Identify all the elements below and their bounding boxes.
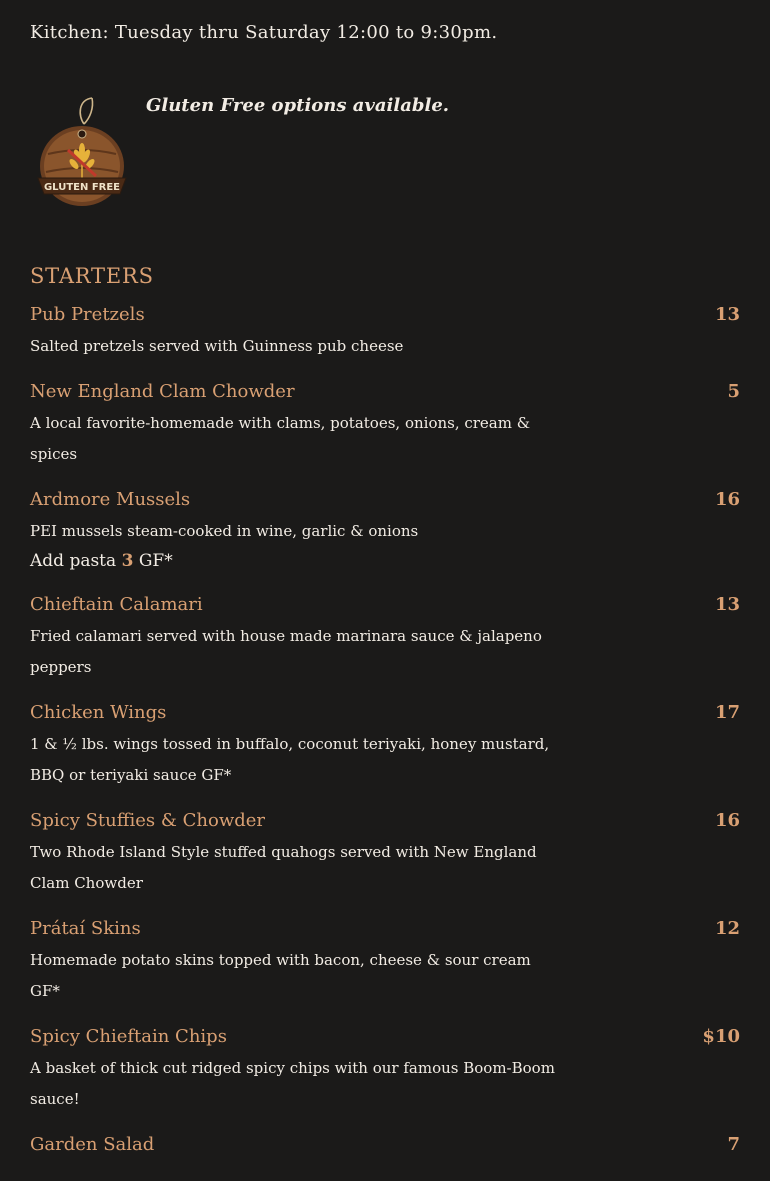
menu-item <box>30 592 740 683</box>
item-description: A basket of thick cut ridged spicy chips with our famous Boom-Boom sauce! <box>30 1059 555 1108</box>
item-description: Two Rhode Island Style stuffed quahogs served with New England Clam Chowder <box>30 843 537 892</box>
item-name: Ardmore Mussels <box>30 489 191 510</box>
item-description: Homemade potato skins topped with bacon, cheese & sour cream GF* <box>30 951 531 1000</box>
item-name: Chieftain Calamari <box>30 594 203 615</box>
item-name: Spicy Chieftain Chips <box>30 1026 227 1047</box>
section-title-starters: STARTERS <box>30 264 154 288</box>
item-description: 1 & ½ lbs. wings tossed in buffalo, coconut teriyaki, honey mustard, BBQ or teriyaki sauce GF* <box>30 735 550 784</box>
item-name: Garden Salad <box>30 1134 155 1155</box>
menu-item <box>30 1024 740 1115</box>
menu-item <box>30 808 740 899</box>
addon-label: Add pasta <box>30 551 117 571</box>
badge-text: GLUTEN FREE <box>43 182 121 193</box>
item-name: Prátaí Skins <box>30 918 141 939</box>
menu-item <box>30 302 740 362</box>
item-description: A local favorite-homemade with clams, potatoes, onions, cream & spices <box>30 414 531 463</box>
gluten-free-note: Gluten Free options available. <box>146 95 450 116</box>
item-price: $10 <box>702 1026 740 1047</box>
menu-item <box>30 700 740 791</box>
item-description: PEI mussels steam-cooked in wine, garlic & onions <box>30 522 419 540</box>
item-price: 7 <box>727 1134 740 1155</box>
menu-item <box>30 916 740 1007</box>
menu-item <box>30 487 740 575</box>
item-price: 12 <box>714 918 740 939</box>
item-price: 13 <box>714 594 740 615</box>
gluten-free-tag-icon <box>34 94 130 210</box>
item-price: 16 <box>714 810 740 831</box>
menu-item <box>30 1132 740 1158</box>
item-description: Fried calamari served with house made marinara sauce & jalapeno peppers <box>30 627 542 676</box>
item-name: Chicken Wings <box>30 702 167 723</box>
addon-note: GF* <box>138 551 173 571</box>
item-price: 13 <box>714 304 740 325</box>
item-name: Spicy Stuffies & Chowder <box>30 810 266 831</box>
item-name: Pub Pretzels <box>30 304 145 325</box>
item-name: New England Clam Chowder <box>30 381 295 402</box>
item-addon <box>30 547 740 575</box>
item-price: 16 <box>714 489 740 510</box>
item-description: Salted pretzels served with Guinness pub cheese <box>30 337 404 355</box>
menu-item <box>30 379 740 470</box>
item-price: 5 <box>727 381 740 402</box>
menu-list <box>30 302 740 1175</box>
item-price: 17 <box>714 702 740 723</box>
kitchen-hours: Kitchen: Tuesday thru Saturday 12:00 to 9:30pm. <box>30 22 498 43</box>
addon-price: 3 <box>121 551 134 571</box>
gluten-free-notice <box>30 92 730 212</box>
